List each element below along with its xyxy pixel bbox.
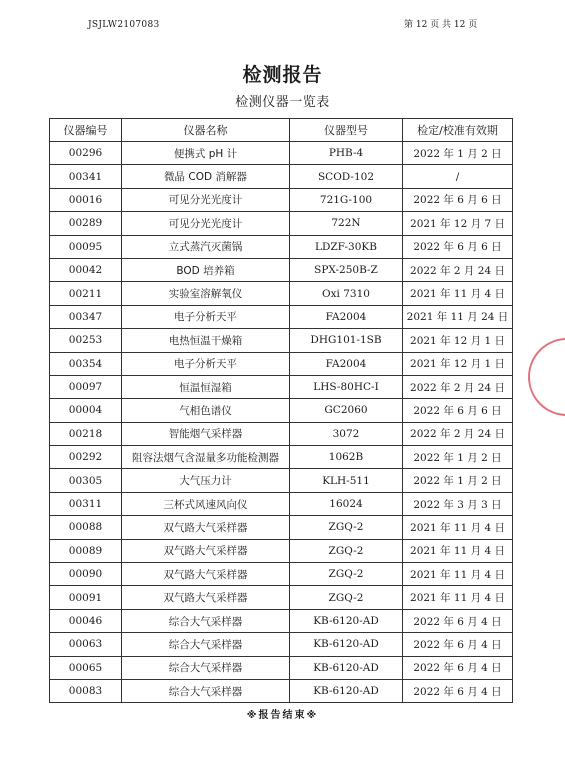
calibration-validity-cell: 2021 年 11 月 4 日 [403,586,513,609]
instrument-id-cell: 00218 [50,422,122,445]
calibration-validity-cell: 2022 年 1 月 2 日 [403,446,513,469]
table-row [50,422,513,445]
instrument-name-cell: 双气路大气采样器 [122,539,290,562]
calibration-validity-cell: 2022 年 3 月 3 日 [403,492,513,515]
instrument-id-cell: 00253 [50,329,122,352]
table-row [50,469,513,492]
instrument-model-cell: ZGQ-2 [290,586,403,609]
instrument-id-cell: 00042 [50,258,122,281]
table-row [50,446,513,469]
calibration-validity-cell: 2021 年 12 月 1 日 [403,329,513,352]
calibration-validity-cell: 2022 年 6 月 4 日 [403,609,513,632]
instrument-name-cell: 综合大气采样器 [122,679,290,702]
instrument-name-cell: 阻容法烟气含湿量多功能检测器 [122,446,290,469]
table-row [50,375,513,398]
instrument-id-cell: 00095 [50,235,122,258]
calibration-validity-cell: 2022 年 6 月 4 日 [403,679,513,702]
column-header-name: 仪器名称 [122,119,290,142]
calibration-validity-cell: 2021 年 11 月 4 日 [403,563,513,586]
instrument-id-cell: 00065 [50,656,122,679]
table-row [50,142,513,165]
instrument-id-cell: 00097 [50,375,122,398]
calibration-validity-cell: / [403,165,513,188]
report-end-marker: ※报告结束※ [246,710,319,721]
instrument-name-cell: 微晶 COD 消解器 [122,165,290,188]
calibration-validity-cell: 2022 年 1 月 2 日 [403,142,513,165]
instrument-name-cell: 双气路大气采样器 [122,516,290,539]
instrument-model-cell: KLH-511 [290,469,403,492]
instrument-model-cell: LDZF-30KB [290,235,403,258]
instrument-name-cell: 可见分光光度计 [122,212,290,235]
instrument-name-cell: 气相色谱仪 [122,399,290,422]
instrument-id-cell: 00004 [50,399,122,422]
instrument-name-cell: 电子分析天平 [122,305,290,328]
calibration-validity-cell: 2021 年 11 月 24 日 [403,305,513,328]
table-row [50,539,513,562]
instrument-model-cell: DHG101-1SB [290,329,403,352]
report-subtitle: 检测仪器一览表 [235,95,330,110]
table-row [50,258,513,281]
instrument-model-cell: ZGQ-2 [290,563,403,586]
report-title: 检测报告 [242,64,323,86]
instrument-model-cell: 721G-100 [290,188,403,211]
instrument-id-cell: 00083 [50,679,122,702]
table-row [50,212,513,235]
calibration-validity-cell: 2021 年 12 月 7 日 [403,212,513,235]
instrument-id-cell: 00091 [50,586,122,609]
table-row [50,282,513,305]
page-indicator: 第 12 页 共 12 页 [404,20,478,30]
instrument-name-cell: 立式蒸汽灭菌锅 [122,235,290,258]
table-row [50,609,513,632]
calibration-validity-cell: 2021 年 12 月 1 日 [403,352,513,375]
instrument-id-cell: 00305 [50,469,122,492]
table-row [50,679,513,702]
calibration-validity-cell: 2022 年 6 月 4 日 [403,633,513,656]
instrument-id-cell: 00046 [50,609,122,632]
instrument-name-cell: 恒温恒湿箱 [122,375,290,398]
document-number: JSJLW2107083 [88,20,160,30]
instrument-name-cell: 电子分析天平 [122,352,290,375]
instrument-name-cell: BOD 培养箱 [122,258,290,281]
instrument-name-cell: 智能烟气采样器 [122,422,290,445]
instrument-name-cell: 三杯式风速风向仪 [122,492,290,515]
table-row [50,352,513,375]
calibration-validity-cell: 2022 年 1 月 2 日 [403,469,513,492]
instrument-name-cell: 双气路大气采样器 [122,586,290,609]
instrument-model-cell: PHB-4 [290,142,403,165]
instrument-model-cell: FA2004 [290,305,403,328]
instrument-id-cell: 00341 [50,165,122,188]
instrument-id-cell: 00289 [50,212,122,235]
instrument-name-cell: 综合大气采样器 [122,609,290,632]
calibration-validity-cell: 2022 年 2 月 24 日 [403,422,513,445]
table-row [50,305,513,328]
instrument-name-cell: 综合大气采样器 [122,656,290,679]
instrument-model-cell: SPX-250B-Z [290,258,403,281]
instrument-id-cell: 00347 [50,305,122,328]
company-seal-stamp [528,338,565,416]
instrument-model-cell: GC2060 [290,399,403,422]
instrument-id-cell: 00089 [50,539,122,562]
instrument-id-cell: 00088 [50,516,122,539]
instrument-model-cell: Oxi 7310 [290,282,403,305]
instrument-id-cell: 00354 [50,352,122,375]
table-row [50,656,513,679]
instrument-name-cell: 综合大气采样器 [122,633,290,656]
instrument-model-cell: ZGQ-2 [290,539,403,562]
table-row [50,586,513,609]
column-header-validity: 检定/校准有效期 [403,119,513,142]
table-header-row [50,119,513,142]
instrument-model-cell: KB-6120-AD [290,679,403,702]
column-header-model: 仪器型号 [290,119,403,142]
instrument-id-cell: 00296 [50,142,122,165]
instrument-name-cell: 大气压力计 [122,469,290,492]
instrument-model-cell: 1062B [290,446,403,469]
calibration-validity-cell: 2022 年 6 月 4 日 [403,656,513,679]
instrument-model-cell: ZGQ-2 [290,516,403,539]
calibration-validity-cell: 2022 年 2 月 24 日 [403,258,513,281]
table-row [50,188,513,211]
table-row [50,235,513,258]
instrument-model-cell: KB-6120-AD [290,609,403,632]
table-row [50,633,513,656]
instrument-model-cell: 3072 [290,422,403,445]
calibration-validity-cell: 2022 年 6 月 6 日 [403,188,513,211]
instrument-table [49,118,513,703]
calibration-validity-cell: 2022 年 2 月 24 日 [403,375,513,398]
instrument-model-cell: 722N [290,212,403,235]
instrument-model-cell: FA2004 [290,352,403,375]
instrument-model-cell: KB-6120-AD [290,656,403,679]
calibration-validity-cell: 2021 年 11 月 4 日 [403,282,513,305]
table-row [50,492,513,515]
table-row [50,329,513,352]
instrument-id-cell: 00292 [50,446,122,469]
table-row [50,165,513,188]
column-header-id: 仪器编号 [50,119,122,142]
instrument-id-cell: 00063 [50,633,122,656]
calibration-validity-cell: 2021 年 11 月 4 日 [403,516,513,539]
instrument-name-cell: 双气路大气采样器 [122,563,290,586]
instrument-name-cell: 电热恒温干燥箱 [122,329,290,352]
instrument-id-cell: 00211 [50,282,122,305]
instrument-model-cell: 16024 [290,492,403,515]
instrument-id-cell: 00090 [50,563,122,586]
instrument-id-cell: 00016 [50,188,122,211]
instrument-name-cell: 可见分光光度计 [122,188,290,211]
table-row [50,563,513,586]
table-row [50,399,513,422]
instrument-id-cell: 00311 [50,492,122,515]
table-row [50,516,513,539]
calibration-validity-cell: 2021 年 11 月 4 日 [403,539,513,562]
instrument-name-cell: 实验室溶解氧仪 [122,282,290,305]
instrument-model-cell: LHS-80HC-I [290,375,403,398]
instrument-model-cell: KB-6120-AD [290,633,403,656]
calibration-validity-cell: 2022 年 6 月 6 日 [403,235,513,258]
instrument-model-cell: SCOD-102 [290,165,403,188]
instrument-name-cell: 便携式 pH 计 [122,142,290,165]
calibration-validity-cell: 2022 年 6 月 6 日 [403,399,513,422]
